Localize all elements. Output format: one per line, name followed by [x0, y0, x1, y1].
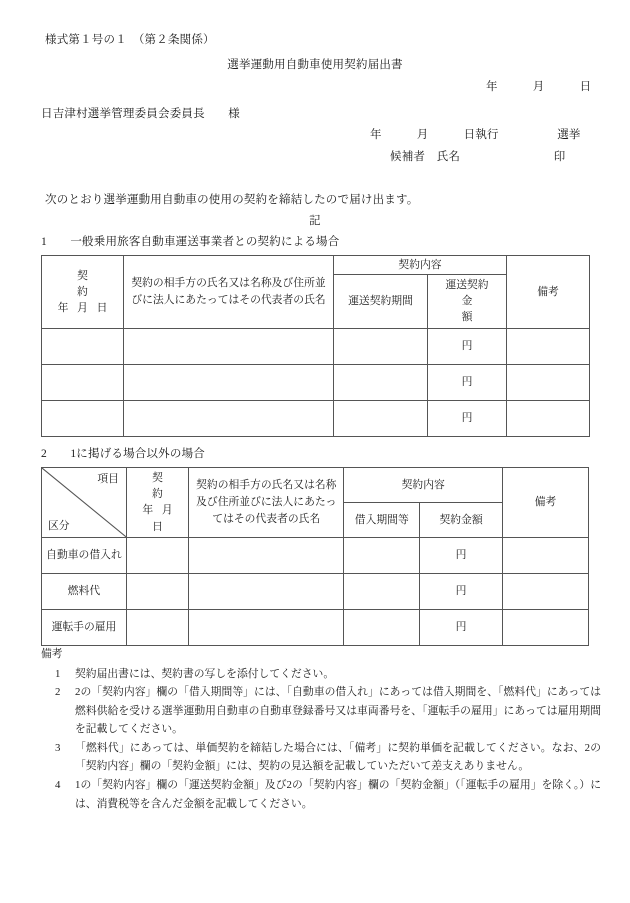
- header-contract-date-line1: 契 約: [152, 472, 206, 501]
- cell-party[interactable]: [124, 400, 334, 436]
- table-header-row: [42, 256, 590, 275]
- header-contract-content: 契約内容: [334, 256, 507, 275]
- addressee-label: 日吉津村選挙管理委員会委員長 様: [41, 108, 240, 120]
- header-item-label: 項目: [97, 473, 119, 485]
- table-row: [42, 364, 590, 400]
- section1-caption: 1 一般乗用旅客自動車運送事業者との契約による場合: [41, 236, 340, 248]
- cell-contract-date[interactable]: [126, 537, 188, 573]
- note-number: 4: [55, 778, 61, 791]
- note-number: 1: [55, 667, 61, 680]
- note-item: [41, 683, 601, 739]
- header-transport-amount: [428, 275, 512, 329]
- row-label-driver-employment: 運転手の雇用: [42, 609, 127, 645]
- note-number: 3: [55, 741, 61, 754]
- cell-party[interactable]: [124, 328, 334, 364]
- cell-amount[interactable]: 円: [428, 328, 507, 364]
- election-date-field: 年 月 日執行 選挙: [370, 129, 581, 141]
- cell-remarks[interactable]: [502, 573, 588, 609]
- note-text: 契約届出書には、契約書の写しを添付してください。: [75, 667, 335, 680]
- note-item: [41, 776, 601, 813]
- cell-remarks[interactable]: [502, 537, 588, 573]
- header-party: 契約の相手方の氏名又は名称及び住所並びに法人にあたってはその代表者の氏名: [189, 468, 344, 538]
- cell-remarks[interactable]: [507, 400, 590, 436]
- header-remarks: 備考: [507, 256, 590, 329]
- cell-period[interactable]: [344, 537, 420, 573]
- header-contract-date: [126, 468, 206, 538]
- cell-amount[interactable]: 円: [420, 537, 503, 573]
- notes-section: [41, 645, 601, 813]
- cell-contract-date[interactable]: [42, 364, 124, 400]
- header-category-item-split: [42, 468, 127, 538]
- note-text: 2の「契約内容」欄の「借入期間等」には、「自動車の借入れ」にあっては借入期間を、「燃料代」にあっては燃料供給を受ける選挙運動用自動車の自動車登録番号又は車両番号を、「運転手の雇用」にあっては雇用期間を記載してください。: [75, 686, 601, 736]
- contract-table-other: [41, 467, 589, 646]
- table-row: [42, 609, 589, 645]
- cell-party[interactable]: [189, 573, 344, 609]
- note-text: 「燃料代」にあっては、単価契約を締結した場合には、「備考」に契約単価を記載してください。なお、2の「契約内容」欄の「契約金額」には、契約の見込額を記載していただいて差支えありません。: [75, 741, 601, 773]
- header-transport-amount-line1: 運送契約: [445, 279, 489, 292]
- form-code-label: 様式第１号の１ （第２条関係）: [45, 34, 215, 46]
- cell-party[interactable]: [124, 364, 334, 400]
- table-header-row: [42, 468, 589, 503]
- note-item: [41, 739, 601, 776]
- header-contract-date-line1: 契 約: [77, 269, 131, 298]
- contract-table-transport: [41, 255, 590, 437]
- section2-caption: 2 1に掲げる場合以外の場合: [41, 448, 205, 460]
- cell-party[interactable]: [189, 609, 344, 645]
- cell-period[interactable]: [334, 400, 428, 436]
- table-row: [42, 328, 590, 364]
- ki-marker: 記: [309, 215, 321, 227]
- cell-period[interactable]: [334, 364, 428, 400]
- cell-amount[interactable]: 円: [420, 573, 503, 609]
- notes-list: [41, 665, 601, 814]
- header-category-label: 区分: [48, 519, 70, 532]
- cell-remarks[interactable]: [502, 609, 588, 645]
- header-contract-date-line2: 年 月 日: [57, 301, 111, 314]
- header-transport-period: 運送契約期間: [334, 275, 428, 329]
- header-transport-amount-line2: 金 額: [461, 295, 512, 324]
- submission-date-field: 年 月 日: [486, 81, 592, 93]
- intro-statement: 次のとおり選挙運動用自動車の使用の契約を締結したので届け出ます。: [45, 194, 419, 206]
- header-remarks: 備考: [502, 468, 588, 538]
- cell-period[interactable]: [334, 328, 428, 364]
- header-party: 契約の相手方の氏名又は名称及び住所並びに法人にあたってはその代表者の氏名: [124, 256, 334, 329]
- candidate-name-field: 候補者 氏名 印: [390, 151, 566, 163]
- table-row: [42, 537, 589, 573]
- table-row: [42, 400, 590, 436]
- cell-party[interactable]: [189, 537, 344, 573]
- note-item: [41, 665, 601, 684]
- cell-remarks[interactable]: [507, 328, 590, 364]
- note-text: 1の「契約内容」欄の「運送契約金額」及び2の「契約内容」欄の「契約金額」（「運転手の雇用」を除く。）には、消費税等を含んだ金額を記載してください。: [75, 778, 601, 810]
- header-contract-amount: 契約金額: [420, 502, 503, 537]
- header-contract-date: [42, 256, 131, 329]
- cell-amount[interactable]: 円: [428, 400, 507, 436]
- cell-contract-date[interactable]: [126, 609, 188, 645]
- header-lease-period: 借入期間等: [344, 502, 420, 537]
- header-contract-date-line2: 年 月 日: [142, 504, 176, 533]
- notes-title: 備考: [41, 648, 63, 660]
- table-row: [42, 573, 589, 609]
- header-contract-content: 契約内容: [344, 468, 503, 503]
- row-label-fuel-cost: 燃料代: [42, 573, 127, 609]
- cell-contract-date[interactable]: [126, 573, 188, 609]
- row-label-vehicle-rental: 自動車の借入れ: [42, 537, 127, 573]
- cell-remarks[interactable]: [507, 364, 590, 400]
- page-title: 選挙運動用自動車使用契約届出書: [227, 59, 403, 71]
- cell-contract-date[interactable]: [42, 400, 124, 436]
- cell-amount[interactable]: 円: [428, 364, 507, 400]
- cell-contract-date[interactable]: [42, 328, 124, 364]
- note-number: 2: [55, 686, 61, 699]
- cell-period[interactable]: [344, 573, 420, 609]
- cell-amount[interactable]: 円: [420, 609, 503, 645]
- cell-period[interactable]: [344, 609, 420, 645]
